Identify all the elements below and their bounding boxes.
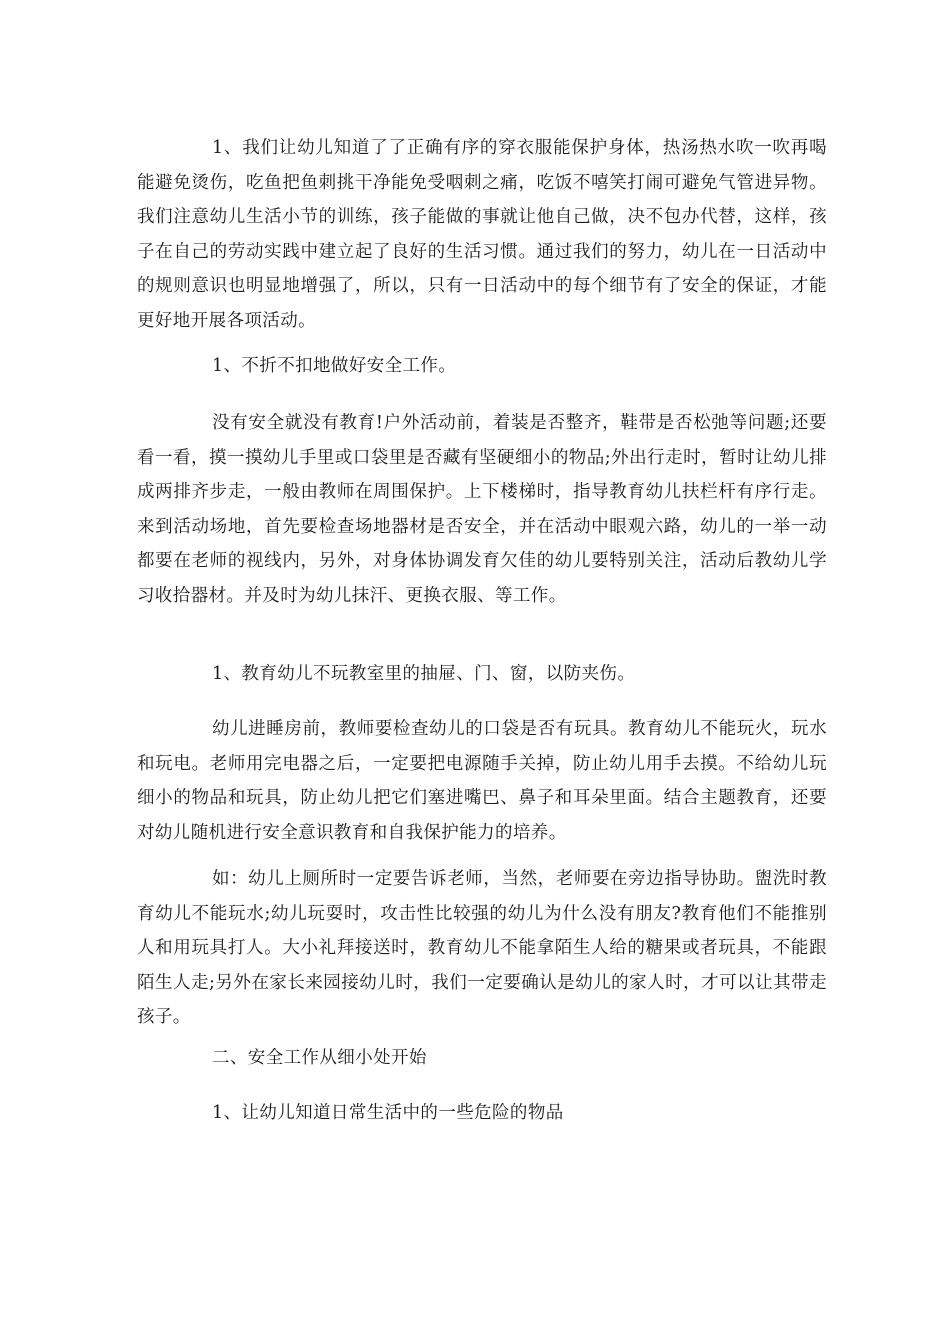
heading-classroom-safety: 1、教育幼儿不玩教室里的抽屉、门、窗，以防夹伤。 — [212, 664, 636, 684]
heading-safety-work: 1、不折不扣地做好安全工作。 — [212, 356, 457, 376]
heading-dangerous-items: 1、让幼儿知道日常生活中的一些危险的物品 — [212, 1103, 564, 1123]
heading-section-two: 二、安全工作从细小处开始 — [212, 1048, 427, 1068]
paragraph-examples: 如：幼儿上厕所时一定要告诉老师，当然，老师要在旁边指导协助。盥洗时教育幼儿不能玩水;幼儿玩耍时，攻击性比较强的幼儿为什么没有朋友?教育他们不能推别人和用玩具打人。大小礼拜接送时，教育幼儿不能拿陌生人给的糖果或者玩具，不能跟陌生人走;另外在家长来园接幼儿时，我们一定要确认是幼儿的家人时，才可以让其带走孩子。 — [137, 869, 827, 1027]
paragraph-daily-habits: 1、我们让幼儿知道了了正确有序的穿衣服能保护身体，热汤热水吹一吹再喝能避免烫伤，吃鱼把鱼刺挑干净能免受咽刺之痛，吃饭不嘻笑打闹可避免气管进异物。我们注意幼儿生活小节的训练，孩子能做的事就让他自己做，决不包办代替，这样，孩子在自己的劳动实践中建立起了良好的生活习惯。通过我们的努力，幼儿在一日活动中的规则意识也明显地增强了，所以，只有一日活动中的每个细节有了安全的保证，才能更好地开展各项活动。 — [137, 138, 827, 331]
paragraph-outdoor-activities: 没有安全就没有教育!户外活动前，着装是否整齐，鞋带是否松弛等问题;还要看一看，摸一摸幼儿手里或口袋里是否藏有坚硬细小的物品;外出行走时，暂时让幼儿排成两排齐步走，一般由教师在周围保护。上下楼梯时，指导教育幼儿扶栏杆有序行走。来到活动场地，首先要检查场地器材是否安全，并在活动中眼观六路，幼儿的一举一动都要在老师的视线内，另外，对身体协调发育欠佳的幼儿要特别关注，活动后教幼儿学习收拾器材。并及时为幼儿抹汗、更换衣服、等工作。 — [137, 413, 827, 606]
paragraph-nap-room: 幼儿进睡房前，教师要检查幼儿的口袋是否有玩具。教育幼儿不能玩火，玩水和玩电。老师用完电器之后，一定要把电源随手关掉，防止幼儿用手去摸。不给幼儿玩细小的物品和玩具，防止幼儿把它们塞进嘴巴、鼻子和耳朵里面。结合主题教育，还要对幼儿随机进行安全意识教育和自我保护能力的培养。 — [137, 719, 827, 843]
